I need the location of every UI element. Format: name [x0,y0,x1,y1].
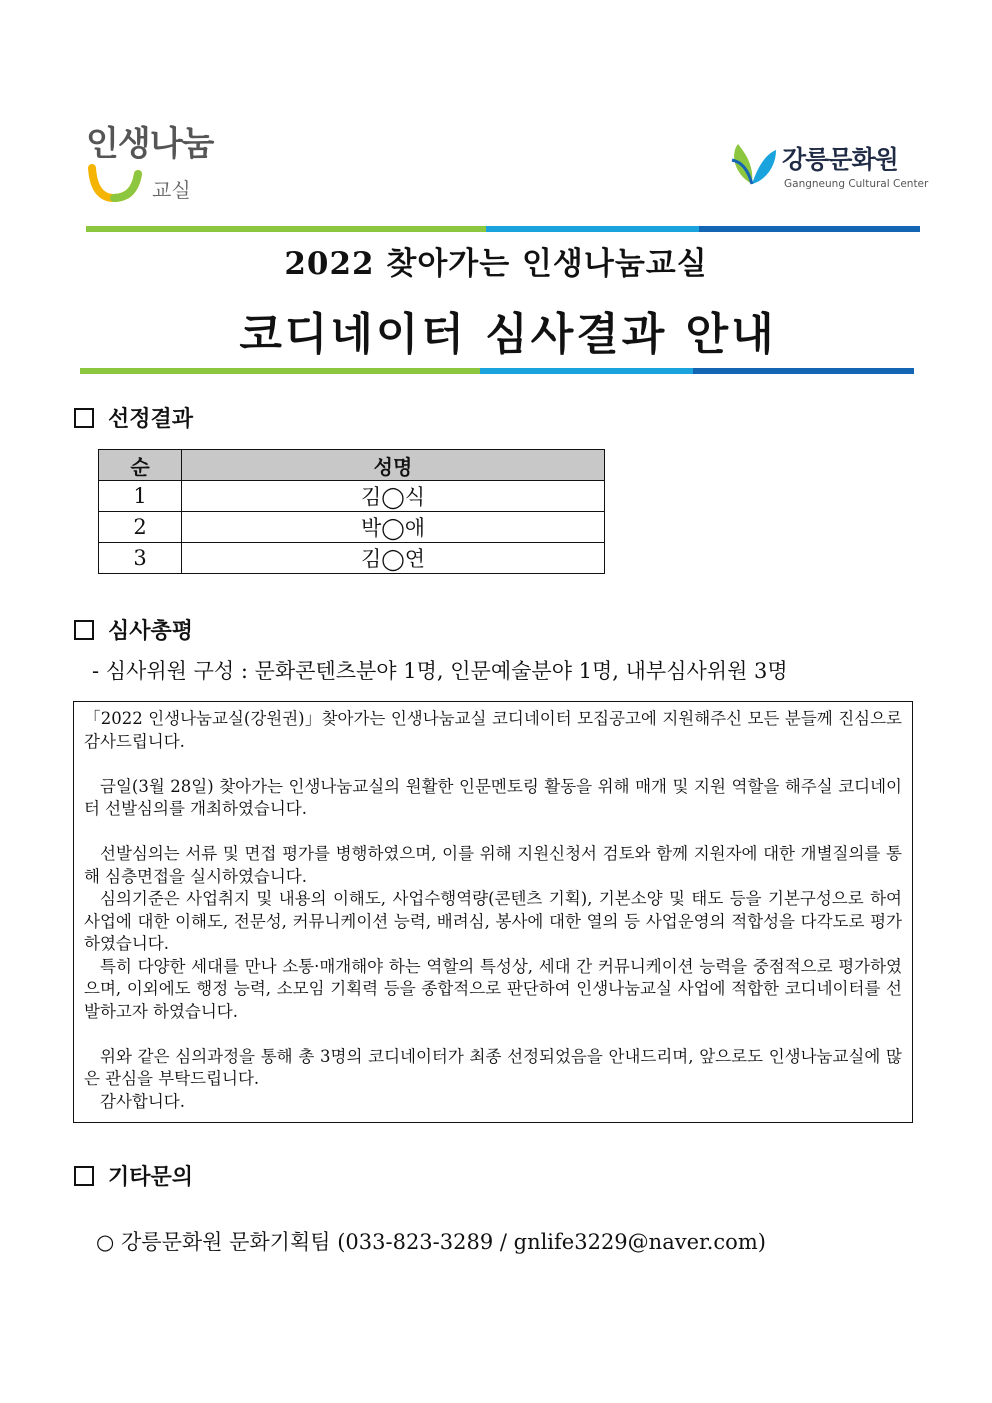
logo-wordmark: 인생나눔 [86,124,214,164]
logo-sub: 교실 [152,178,191,202]
logo-smile-icon [86,164,148,206]
review-paragraph: 「2022 인생나눔교실(강원권)」찾아가는 인생나눔교실 코디네이터 모집공고에 지원해주신 모든 분들께 진심으로 감사드립니다. [84,709,902,751]
column-header-name: 성명 [182,450,605,481]
cell-name: 김◯식 [182,481,605,512]
cell-name: 김◯연 [182,543,605,574]
section-inquiry [74,1160,193,1191]
section-selection-result [74,402,193,433]
leaf-icon [728,140,778,190]
review-paragraph: 심의기준은 사업취지 및 내용의 이해도, 사업수행역량(콘텐츠 기획), 기본소양 및 태도 등을 기본구성으로 하여 사업에 대한 이해도, 전문성, 커뮤니케이션 능력, 배려심, 봉사에 대한 열의 등 사업운영의 적합성을 다각도로 평가하였습니다. [84,889,902,953]
review-paragraph: 특히 다양한 세대를 만나 소통·매개해야 하는 역할의 특성상, 세대 간 커뮤니케이션 능력을 중점적으로 평가하였으며, 이외에도 행정 능력, 소모임 기획력 등을 종합적으로 판단하여 인생나눔교실 사업에 적합한 코디네이터를 선발하고자 하였습니다. [84,956,902,1021]
insaeng-nanum-logo [86,124,226,214]
result-table [98,449,605,574]
table-row [99,543,605,574]
section-review-summary [74,614,193,645]
title-top-bar [86,226,920,232]
section-heading: 심사총평 [108,619,194,644]
section-heading: 선정결과 [108,407,194,432]
table-row [99,512,605,543]
review-paragraph: 금일(3월 28일) 찾아가는 인생나눔교실의 원활한 인문멘토링 활동을 위해 매개 및 지원 역할을 해주실 코디네이터 선발심의를 개최하였습니다. [84,776,902,818]
cell-order: 2 [99,512,182,543]
checkbox-square-icon [74,1166,94,1186]
cell-order: 1 [99,481,182,512]
page-title-line2: 코디네이터 심사결과 안내 [239,309,777,360]
section-heading: 기타문의 [108,1165,194,1190]
review-closing: 감사합니다. [100,1091,185,1111]
cell-order: 3 [99,543,182,574]
review-text-box [73,701,913,1123]
table-row [99,481,605,512]
checkbox-square-icon [74,620,94,640]
center-english-name: Gangneung Cultural Center [784,178,929,190]
review-committee: - 심사위원 구성 : 문화콘텐츠분야 1명, 인문예술분야 1명, 내부심사위원 3명 [92,659,788,683]
title-bottom-bar [80,368,914,374]
review-paragraph: 위와 같은 심의과정을 통해 총 3명의 코디네이터가 최종 선정되었음을 안내드리며, 앞으로도 인생나눔교실에 많은 관심을 부탁드립니다. [84,1046,902,1088]
contact-info: ○ 강릉문화원 문화기획팀 (033-823-3289 / gnlife3229@naver.com) [96,1230,766,1254]
checkbox-square-icon [74,408,94,428]
page-title-line1: 2022 찾아가는 인생나눔교실 [284,246,708,282]
review-paragraph: 선발심의는 서류 및 면접 평가를 병행하였으며, 이를 위해 지원신청서 검토와 함께 지원자에 대한 개별질의를 통해 심층면접을 실시하였습니다. [84,844,902,886]
center-name: 강릉문화원 [782,145,898,174]
gangneung-cultural-center-logo [728,140,928,196]
table-header-row [99,450,605,481]
cell-name: 박◯애 [182,512,605,543]
column-header-order: 순 [99,450,182,481]
